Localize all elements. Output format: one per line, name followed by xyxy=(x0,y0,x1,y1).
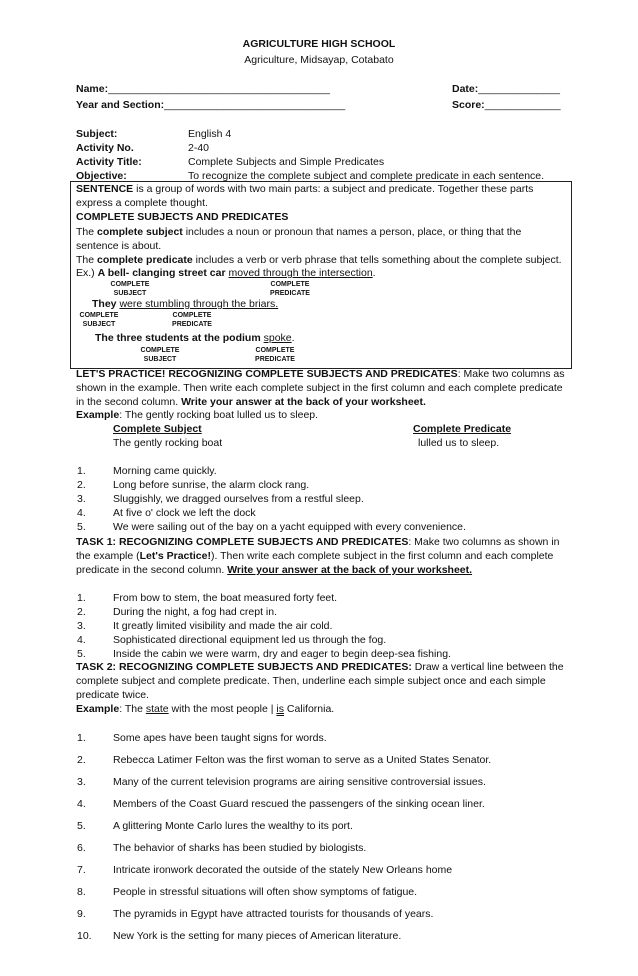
list-item: At five o' clock we left the dock xyxy=(113,507,256,519)
list-item: During the night, a fog had crept in. xyxy=(113,606,278,618)
ex3-subject-label: COMPLETE SUBJECT xyxy=(140,347,180,363)
list-item: Long before sunrise, the alarm clock rang. xyxy=(113,479,310,491)
list-item: Inside the cabin we were warm, dry and eager to begin deep-sea fishing. xyxy=(113,648,451,660)
task2-example: Example: The state with the most people | is California. xyxy=(76,703,335,715)
ex2-subject-label: COMPLETE SUBJECT xyxy=(79,312,119,328)
sentence-definition: SENTENCE is a group of words with two main parts: a subject and predicate. Together these parts express a complete thought. xyxy=(76,183,534,209)
list-item: Many of the current television programs are airing sensitive controversial issues. xyxy=(113,776,486,788)
list-item: Sophisticated directional equipment led us through the fog. xyxy=(113,634,387,646)
activity-no-value: 2-40 xyxy=(188,142,210,154)
complete-subject-definition: The complete subject includes a noun or pronoun that names a person, place, or thing that the sentence is about. xyxy=(76,226,522,252)
school-name: AGRICULTURE HIGH SCHOOL xyxy=(242,38,396,50)
name-label: Name: xyxy=(76,83,109,95)
list-item: We were sailing out of the bay on a yacht equipped with every convenience. xyxy=(113,521,466,533)
col-predicate-value: lulled us to sleep. xyxy=(418,437,500,449)
list-item: New York is the setting for many pieces of American literature. xyxy=(113,930,402,942)
school-address: Agriculture, Midsayap, Cotabato xyxy=(244,54,394,66)
box-heading: COMPLETE SUBJECTS AND PREDICATES xyxy=(76,211,289,223)
score-label: Score: xyxy=(452,99,485,111)
list-item: Some apes have been taught signs for words. xyxy=(113,732,327,744)
ex2-predicate-label: COMPLETE PREDICATE xyxy=(172,312,212,328)
activity-title-label: Activity Title: xyxy=(76,156,142,168)
example-1: Ex.) A bell- clanging street car moved through the intersection. xyxy=(76,267,376,279)
objective-value: To recognize the complete subject and complete predicate in each sentence. xyxy=(188,170,545,182)
list-item: Members of the Coast Guard rescued the passengers of the sinking ocean liner. xyxy=(113,798,485,810)
ex3-predicate-label: COMPLETE PREDICATE xyxy=(255,347,295,363)
list-item: People in stressful situations will often show symptoms of fatigue. xyxy=(113,886,418,898)
ex1-predicate-label: COMPLETE PREDICATE xyxy=(270,281,310,297)
date-field: Date:______________ xyxy=(452,83,561,95)
task2-instructions: TASK 2: RECOGNIZING COMPLETE SUBJECTS AND PREDICATES: Draw a vertical line between the complete subject and complete predicate. Then, underline each simple subject once and each simple predicate twice. xyxy=(76,661,564,701)
list-item: The pyramids in Egypt have attracted tourists for thousands of years. xyxy=(113,908,434,920)
subject-label: Subject: xyxy=(76,128,118,140)
col-subject-heading: Complete Subject xyxy=(113,423,202,435)
list-item: From bow to stem, the boat measured forty feet. xyxy=(113,592,338,604)
list-item: Rebecca Latimer Felton was the first woman to serve as a United States Senator. xyxy=(113,754,492,766)
objective-label: Objective: xyxy=(76,170,127,182)
list-item: Intricate ironwork decorated the outside of the stately New Orleans home xyxy=(113,864,453,876)
practice-instructions: LET'S PRACTICE! RECOGNIZING COMPLETE SUBJECTS AND PREDICATES: Make two columns as shown in the example. Then write each complete subject in the first column and each complete predicate in the second column. Write your answer at the back of your worksheet. xyxy=(76,368,565,408)
list-item: It greatly limited visibility and made the air cold. xyxy=(113,620,333,632)
year-field: Year and Section:_______________________________ xyxy=(76,99,346,111)
score-field: Score:_____________ xyxy=(452,99,561,111)
practice-example: Example: The gently rocking boat lulled us to sleep. xyxy=(76,409,319,421)
date-label: Date: xyxy=(452,83,479,95)
year-label: Year and Section: xyxy=(76,99,165,111)
ex1-subject-label: COMPLETE SUBJECT xyxy=(110,281,150,297)
col-subject-value: The gently rocking boat xyxy=(113,437,223,449)
activity-title-value: Complete Subjects and Simple Predicates xyxy=(188,156,385,168)
list-item: Sluggishly, we dragged ourselves from a restful sleep. xyxy=(113,493,364,505)
complete-predicate-definition: The complete predicate includes a verb or verb phrase that tells something about the complete subject. xyxy=(76,254,562,266)
name-field: Name:______________________________________ xyxy=(76,83,331,95)
list-item: A glittering Monte Carlo lures the wealthy to its port. xyxy=(113,820,353,832)
list-item: Morning came quickly. xyxy=(113,465,217,477)
list-item: The behavior of sharks has been studied by biologists. xyxy=(113,842,367,854)
example-3: The three students at the podium spoke. xyxy=(95,332,295,344)
subject-value: English 4 xyxy=(188,128,232,140)
activity-no-label: Activity No. xyxy=(76,142,134,154)
task1-instructions: TASK 1: RECOGNIZING COMPLETE SUBJECTS AND PREDICATES: Make two columns as shown in the example (Let's Practice!). Then write each complete subject in the first column and each complete predicate in the second column. Write your answer at the back of your worksheet. xyxy=(76,536,560,576)
col-predicate-heading: Complete Predicate xyxy=(413,423,512,435)
example-2: They were stumbling through the briars. xyxy=(92,298,279,310)
